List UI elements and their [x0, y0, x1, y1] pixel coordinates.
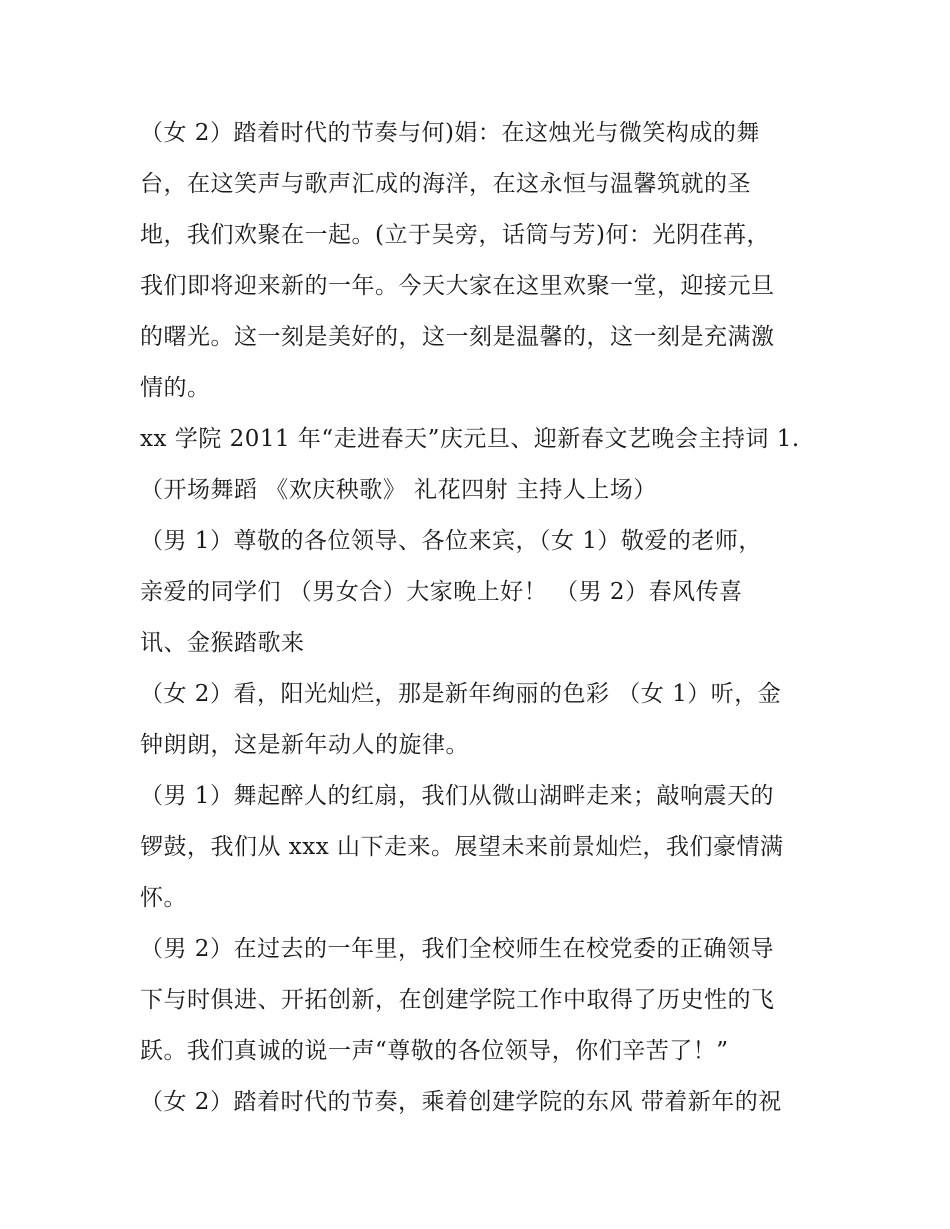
text-line: 亲爱的同学们 （男女合）大家晚上好！ （男 2）春风传喜: [140, 579, 743, 605]
document-body: [140, 108, 820, 1128]
text-line: 的曙光。这一刻是美好的，这一刻是温馨的，这一刻是充满激: [140, 324, 775, 350]
text-line: 下与时俱进、开拓创新，在创建学院工作中取得了历史性的飞: [140, 987, 775, 1013]
text-line: （男 2）在过去的一年里，我们全校师生在校党委的正确领导: [140, 936, 774, 962]
text-line: 地，我们欢聚在一起。(立于吴旁，话筒与芳)何：光阴荏苒，: [140, 222, 770, 248]
text-line: 讯、金猴踏歌来: [140, 630, 305, 656]
text-line: 跃。我们真诚的说一声“尊敬的各位领导，你们辛苦了！”: [140, 1038, 729, 1064]
text-line: 我们即将迎来新的一年。今天大家在这里欢聚一堂，迎接元旦: [140, 273, 775, 299]
text-line: （开场舞蹈 《欢庆秧歌》 礼花四射 主持人上场）: [140, 477, 657, 503]
text-line: 锣鼓，我们从 xxx 山下走来。展望未来前景灿烂，我们豪情满: [140, 834, 784, 860]
text-line: （女 2）踏着时代的节奏与何)娟：在这烛光与微笑构成的舞: [140, 120, 760, 146]
text-line: 台，在这笑声与歌声汇成的海洋，在这永恒与温馨筑就的圣: [140, 171, 751, 197]
text-line: （女 2）踏着时代的节奏，乘着创建学院的东风 带着新年的祝: [140, 1089, 782, 1115]
text-line: （男 1）舞起醉人的红扇，我们从微山湖畔走来；敲响震天的: [140, 783, 774, 809]
text-line: （女 2）看，阳光灿烂，那是新年绚丽的色彩 （女 1）听，金: [140, 681, 782, 707]
section-heading: xx 学院 2011 年“走进春天”庆元旦、迎新春文艺晚会主持词 1.: [140, 426, 800, 452]
text-line: 怀。: [140, 885, 187, 911]
text-line: （男 1）尊敬的各位领导、各位来宾，（女 1）敬爱的老师，: [140, 528, 762, 554]
text-line: 情的。: [140, 375, 211, 401]
text-line: 钟朗朗，这是新年动人的旋律。: [140, 732, 469, 758]
